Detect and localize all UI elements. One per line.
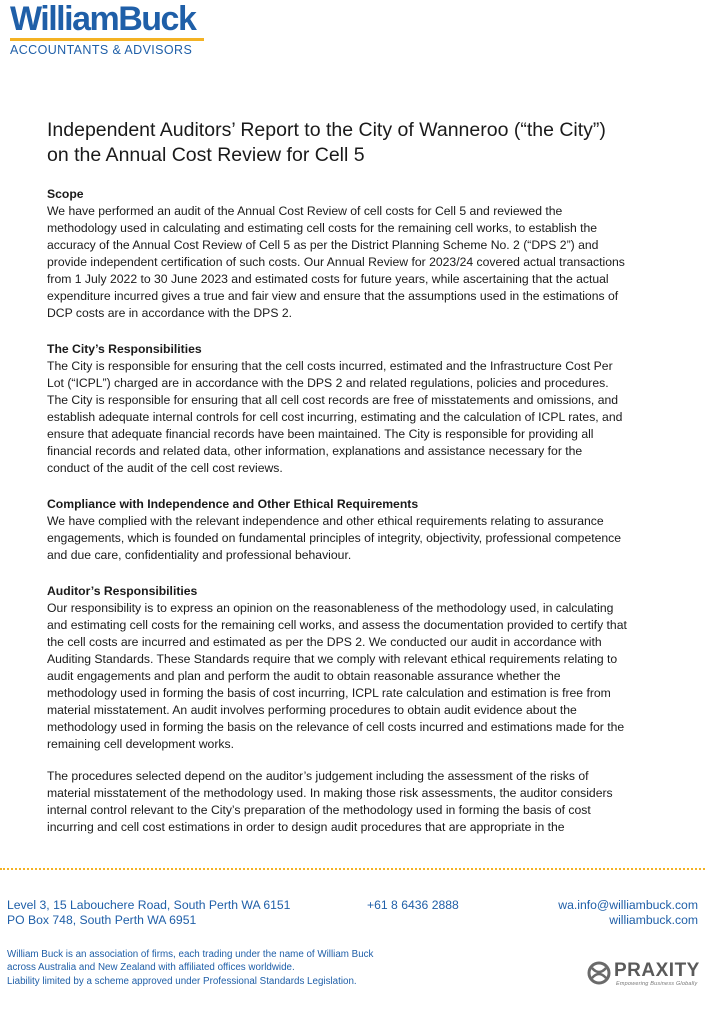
text-line: internal control relevant to the City’s preparation of the methodology used in forming the basis of cost xyxy=(47,803,591,817)
website-link[interactable]: williambuck.com xyxy=(609,913,698,927)
text-line: the cell costs are incurred and estimated as per the DPS 2. We conducted our audit in accordance with xyxy=(47,635,602,649)
footer-address xyxy=(7,898,290,928)
association-line: William Buck is an association of firms, each trading under the name of William Buck xyxy=(7,949,374,960)
praxity-tagline: Empowering Business Globally xyxy=(616,981,698,987)
text-line: We have performed an audit of the Annual Cost Review of cell costs for Cell 5 and reviewed the xyxy=(47,204,563,218)
text-line: and due care, confidentiality and professional behaviour. xyxy=(47,548,352,562)
text-line: from 1 July 2022 to 30 June 2023 and estimated costs for future years, while ascertaining that the actual xyxy=(47,272,609,286)
address-line: Level 3, 15 Labouchere Road, South Perth WA 6151 xyxy=(7,898,291,912)
association-line: across Australia and New Zealand with affiliated offices worldwide. xyxy=(7,961,295,973)
text-line: remaining cell development works. xyxy=(47,737,234,751)
title-line: Independent Auditors’ Report to the City of Wanneroo (“the City”) xyxy=(47,119,606,141)
text-line: Lot (“ICPL”) charged are in accordance with the DPS 2 and related regulations, policies and procedures. xyxy=(47,376,609,390)
footer-contact xyxy=(558,898,698,928)
footer-divider xyxy=(0,868,705,870)
section-heading: Scope xyxy=(47,187,84,201)
section-heading: Compliance with Independence and Other Ethical Requirements xyxy=(47,497,419,511)
city-responsibilities-section xyxy=(47,341,667,477)
logo-gold-rule xyxy=(10,38,204,41)
text-line: material misstatement. An audit involves performing procedures to obtain audit evidence about the xyxy=(47,703,577,717)
auditor-paragraph-1 xyxy=(47,600,667,753)
compliance-section xyxy=(47,496,667,564)
email-link[interactable]: wa.info@williambuck.com xyxy=(558,898,698,912)
text-line: The City is responsible for ensuring that all cell cost records are free of misstatements and omissions, and xyxy=(47,393,619,407)
city-paragraph xyxy=(47,358,667,477)
footer-liability-note: Liability limited by a scheme approved under Professional Standards Legislation. xyxy=(7,976,357,987)
section-heading: Auditor’s Responsibilities xyxy=(47,584,198,598)
text-line: conduct of the audit of the cell cost reviews. xyxy=(47,461,283,475)
text-line: The City is responsible for ensuring that the cell costs incurred, estimated and the Infrastructure Cost Per xyxy=(47,359,613,373)
text-line: material misstatement of the methodology used. In making those risk assessments, the auditor considers xyxy=(47,786,613,800)
text-line: incurring and cell cost estimations in order to design audit procedures that are appropriate in the xyxy=(47,820,565,834)
praxity-logo xyxy=(586,960,702,990)
praxity-wordmark: PRAXITY xyxy=(614,960,700,981)
spacer xyxy=(47,564,667,583)
william-buck-logo xyxy=(10,2,210,57)
spacer xyxy=(47,322,667,341)
footer-phone[interactable]: +61 8 6436 2888 xyxy=(367,898,459,912)
brand-subtitle: ACCOUNTANTS & ADVISORS xyxy=(10,43,193,57)
text-line: establish adequate internal controls for cell cost incurring, estimating and the calculation of ICPL rates, and xyxy=(47,410,623,424)
text-line: Auditing Standards. These Standards require that we comply with relevant ethical requirements relating to xyxy=(47,652,618,666)
text-line: DCP costs are in accordance with the DPS 2. xyxy=(47,306,292,320)
text-line: Our responsibility is to express an opinion on the reasonableness of the methodology used, in calculating xyxy=(47,601,614,615)
text-line: expenditure incurred gives a true and fair view and ensure that the assumptions used in the estimations of xyxy=(47,289,619,303)
auditor-paragraph-2 xyxy=(47,768,667,836)
auditor-responsibilities-section xyxy=(47,583,667,836)
text-line: and estimating cell costs for the remaining cell works, and assess the documentation provided to certify that xyxy=(47,618,627,632)
text-line: accuracy of the Annual Cost Review of Cell 5 as per the District Planning Scheme No. 2 (“DPS 2”) and xyxy=(47,238,599,252)
text-line: engagements, which is founded on fundamental principles of integrity, objectivity, professional competence xyxy=(47,531,622,545)
scope-section xyxy=(47,186,667,322)
spacer xyxy=(47,477,667,496)
address-line: PO Box 748, South Perth WA 6951 xyxy=(7,913,197,927)
text-line: financial records and related data, other information, explanations and assistance necessary for the xyxy=(47,444,583,458)
report-title xyxy=(47,118,667,168)
text-line: We have complied with the relevant independence and other ethical requirements relating to assurance xyxy=(47,514,604,528)
text-line: ensure that adequate financial records have been maintained. The City is responsible for providing all xyxy=(47,427,594,441)
text-line: provide independent certification of such costs. Our Annual Review for 2023/24 covered actual transactions xyxy=(47,255,625,269)
footer-association-note xyxy=(7,949,427,974)
text-line: methodology used in calculating and estimating cell costs for the remaining cell works, to establish the xyxy=(47,221,598,235)
text-line: methodology used in forming the basis on the relevance of cell costs incurred and estimations made for the xyxy=(47,720,625,734)
report-body xyxy=(47,186,667,836)
compliance-paragraph xyxy=(47,513,667,564)
text-line: methodology used in forming the basis of cost incurring, ICPL rate calculation and estimation is free from xyxy=(47,686,611,700)
title-line: on the Annual Cost Review for Cell 5 xyxy=(47,144,365,166)
praxity-globe-icon xyxy=(586,960,612,986)
brand-name: WilliamBuck xyxy=(10,0,196,38)
scope-paragraph xyxy=(47,203,667,322)
spacer xyxy=(47,753,667,768)
text-line: The procedures selected depend on the auditor’s judgement including the assessment of the risks of xyxy=(47,769,589,783)
text-line: audit engagements and plan and perform the audit to obtain reasonable assurance whether the xyxy=(47,669,561,683)
section-heading: The City’s Responsibilities xyxy=(47,342,202,356)
